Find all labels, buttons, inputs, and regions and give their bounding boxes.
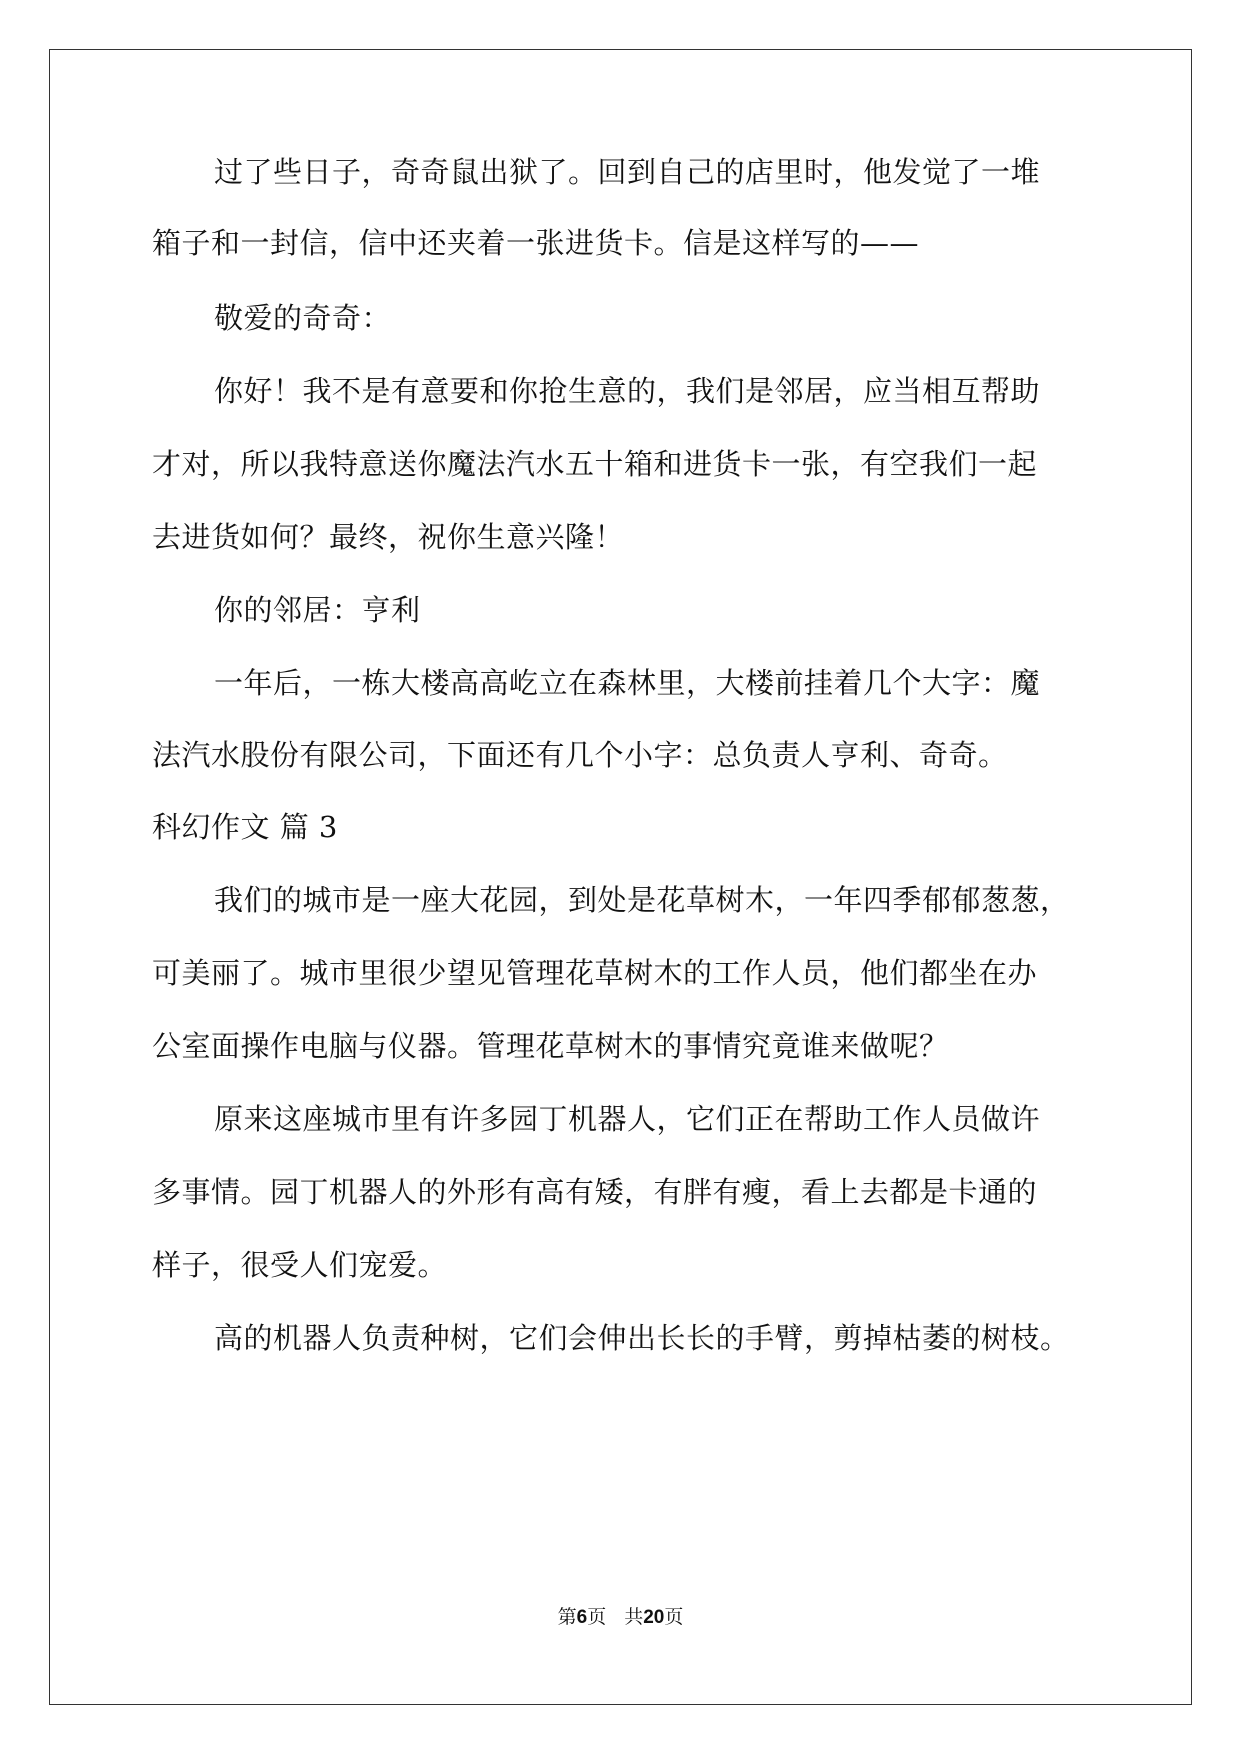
text-line: 我们的城市是一座大花园，到处是花草树木，一年四季郁郁葱葱，	[214, 883, 1070, 917]
text-line: 过了些日子，奇奇鼠出狱了。回到自己的店里时，他发觉了一堆	[214, 155, 1041, 189]
text-line: 可美丽了。城市里很少望见管理花草树木的工作人员，他们都坐在办	[152, 956, 1038, 990]
text-line: 原来这座城市里有许多园丁机器人，它们正在帮助工作人员做许	[214, 1102, 1041, 1136]
text-line: 公室面操作电脑与仪器。管理花草树木的事情究竟谁来做呢？	[152, 1029, 949, 1063]
total-pages-number: 20	[643, 1607, 665, 1628]
text-line: 样子，很受人们宠爱。	[152, 1248, 448, 1282]
text-line: 才对，所以我特意送你魔法汽水五十箱和进货卡一张，有空我们一起	[152, 447, 1038, 481]
text-line: 箱子和一封信，信中还夹着一张进货卡。信是这样写的——	[152, 226, 920, 260]
page-footer	[0, 1605, 1241, 1630]
text-line: 一年后，一栋大楼高高屹立在森林里，大楼前挂着几个大字：魔	[214, 666, 1041, 700]
text-line: 你的邻居：亨利	[214, 593, 421, 627]
current-page-number: 6	[576, 1607, 588, 1628]
footer-prefix: 第	[557, 1606, 577, 1628]
text-line: 去进货如何？最终，祝你生意兴隆！	[152, 520, 625, 554]
text-line: 多事情。园丁机器人的外形有高有矮，有胖有瘦，看上去都是卡通的	[152, 1175, 1038, 1209]
text-line: 你好！我不是有意要和你抢生意的，我们是邻居，应当相互帮助	[214, 374, 1041, 408]
text-line: 法汽水股份有限公司，下面还有几个小字：总负责人亨利、奇奇。	[152, 738, 1008, 772]
footer-total-prefix: 共	[624, 1606, 644, 1628]
footer-total-suffix: 页	[664, 1606, 684, 1628]
footer-page-suffix: 页	[587, 1606, 607, 1628]
text-line: 高的机器人负责种树，它们会伸出长长的手臂，剪掉枯萎的树枝。	[214, 1321, 1070, 1355]
section-heading: 科幻作文 篇 3	[152, 810, 338, 844]
text-line: 敬爱的奇奇：	[214, 301, 392, 335]
